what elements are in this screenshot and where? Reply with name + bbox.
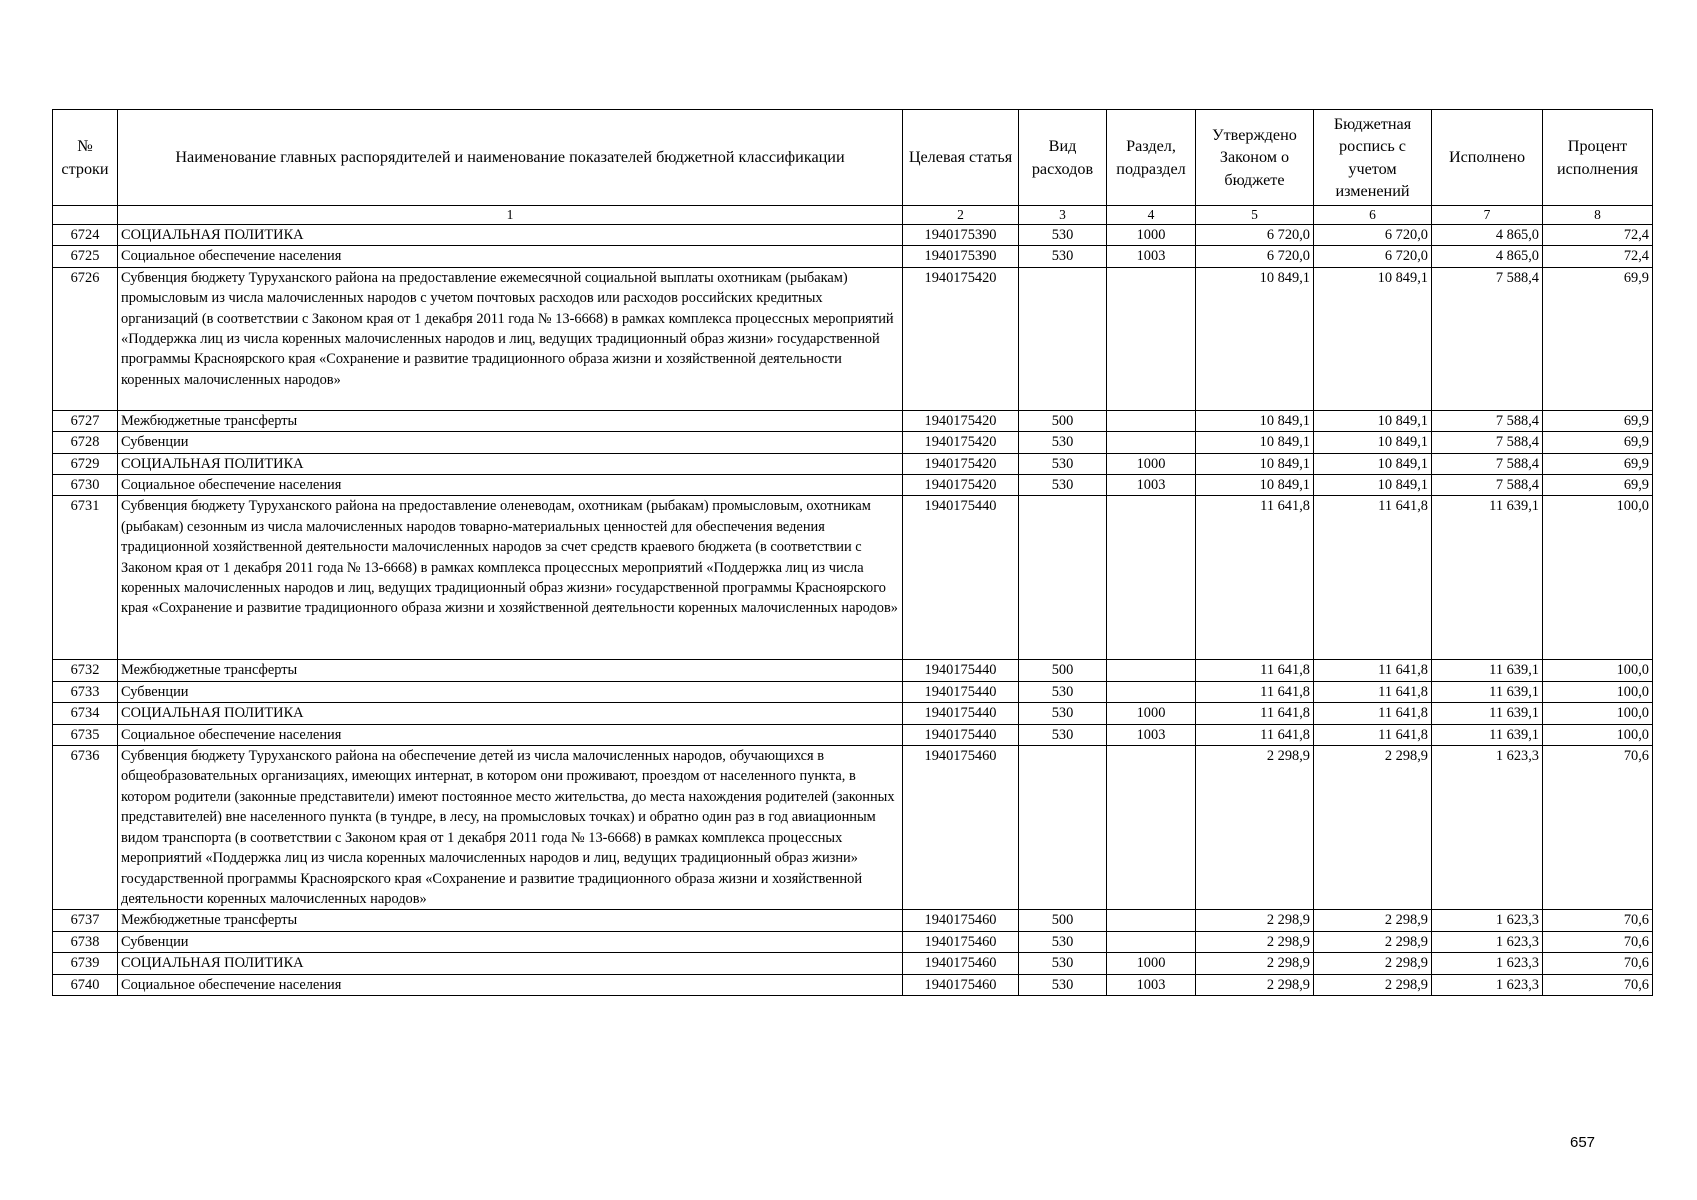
row-executed-amount: 7 588,4 [1432,410,1543,431]
row-percent: 70,6 [1543,746,1653,910]
row-number: 6733 [53,681,118,702]
row-section [1107,660,1196,681]
row-number: 6728 [53,432,118,453]
table-row [53,703,1653,724]
row-number: 6731 [53,496,118,660]
row-percent: 100,0 [1543,681,1653,702]
row-schedule-amount: 10 849,1 [1314,475,1432,496]
row-percent: 72,4 [1543,246,1653,267]
row-percent: 69,9 [1543,475,1653,496]
row-schedule-amount: 2 298,9 [1314,931,1432,952]
row-name: Субвенции [118,432,903,453]
row-schedule-amount: 6 720,0 [1314,246,1432,267]
table-row [53,974,1653,995]
row-target-article: 1940175460 [903,910,1019,931]
row-expense-kind: 530 [1019,432,1107,453]
row-expense-kind: 500 [1019,910,1107,931]
table-row [53,410,1653,431]
row-executed-amount: 7 588,4 [1432,453,1543,474]
row-schedule-amount: 10 849,1 [1314,432,1432,453]
row-target-article: 1940175440 [903,681,1019,702]
row-schedule-amount: 11 641,8 [1314,681,1432,702]
row-section [1107,496,1196,660]
row-expense-kind: 500 [1019,660,1107,681]
row-target-article: 1940175420 [903,475,1019,496]
row-executed-amount: 4 865,0 [1432,225,1543,246]
table-row [53,267,1653,410]
row-expense-kind: 530 [1019,703,1107,724]
row-approved-amount: 11 641,8 [1196,660,1314,681]
row-name: Субвенция бюджету Туруханского района на предоставление ежемесячной социальной выплаты охотникам (рыбакам) промысловым из числа малочисленных народов с учетом почтовых расходов или расходов российских кредитных организаций (в соответствии с Законом края от 1 декабря 2011 года № 13-6668) в рамках комплекса процессных мероприятий «Поддержка лиц из числа коренных малочисленных народов и лиц, ведущих традиционный образ жизни» государственной программы Красноярского края «Сохранение и развитие традиционного образа жизни и хозяйственной деятельности коренных малочисленных народов» [118,267,903,410]
row-section: 1000 [1107,453,1196,474]
row-number: 6726 [53,267,118,410]
row-percent: 69,9 [1543,453,1653,474]
row-percent: 69,9 [1543,432,1653,453]
row-number: 6725 [53,246,118,267]
row-number: 6734 [53,703,118,724]
row-executed-amount: 7 588,4 [1432,267,1543,410]
row-number: 6724 [53,225,118,246]
column-number: 6 [1314,206,1432,225]
row-schedule-amount: 10 849,1 [1314,453,1432,474]
row-executed-amount: 1 623,3 [1432,910,1543,931]
row-number: 6739 [53,953,118,974]
table-row [53,246,1653,267]
table-row [53,432,1653,453]
table-row [53,910,1653,931]
row-schedule-amount: 10 849,1 [1314,267,1432,410]
row-expense-kind: 530 [1019,475,1107,496]
row-schedule-amount: 10 849,1 [1314,410,1432,431]
row-executed-amount: 11 639,1 [1432,703,1543,724]
row-section: 1000 [1107,703,1196,724]
table-row [53,225,1653,246]
row-target-article: 1940175390 [903,225,1019,246]
row-section: 1003 [1107,246,1196,267]
row-section [1107,267,1196,410]
row-schedule-amount: 2 298,9 [1314,746,1432,910]
row-expense-kind: 530 [1019,931,1107,952]
row-schedule-amount: 2 298,9 [1314,974,1432,995]
column-number: 7 [1432,206,1543,225]
column-number: 8 [1543,206,1653,225]
row-name: Субвенции [118,681,903,702]
table-body [53,225,1653,996]
row-percent: 100,0 [1543,724,1653,745]
row-approved-amount: 2 298,9 [1196,746,1314,910]
row-number: 6727 [53,410,118,431]
row-section [1107,410,1196,431]
row-percent: 70,6 [1543,931,1653,952]
row-approved-amount: 10 849,1 [1196,410,1314,431]
row-target-article: 1940175440 [903,660,1019,681]
row-schedule-amount: 11 641,8 [1314,703,1432,724]
column-number [53,206,118,225]
row-executed-amount: 1 623,3 [1432,931,1543,952]
row-percent: 100,0 [1543,660,1653,681]
table-row [53,681,1653,702]
row-number: 6740 [53,974,118,995]
row-approved-amount: 10 849,1 [1196,475,1314,496]
row-percent: 100,0 [1543,703,1653,724]
table-row [53,746,1653,910]
row-percent: 100,0 [1543,496,1653,660]
table-row [53,931,1653,952]
row-name: Социальное обеспечение населения [118,974,903,995]
header-name: Наименование главных распорядителей и наименование показателей бюджетной классификации [118,110,903,206]
row-number: 6730 [53,475,118,496]
budget-execution-table [52,109,1653,996]
row-section [1107,931,1196,952]
row-section: 1003 [1107,475,1196,496]
row-expense-kind: 530 [1019,974,1107,995]
column-number: 5 [1196,206,1314,225]
page-number: 657 [1570,1134,1596,1151]
row-approved-amount: 2 298,9 [1196,910,1314,931]
header-kind: Вид расходов [1019,110,1107,206]
row-section: 1000 [1107,953,1196,974]
row-target-article: 1940175440 [903,703,1019,724]
row-section: 1000 [1107,225,1196,246]
row-executed-amount: 4 865,0 [1432,246,1543,267]
row-executed-amount: 1 623,3 [1432,746,1543,910]
row-target-article: 1940175460 [903,931,1019,952]
header-executed: Исполнено [1432,110,1543,206]
header-row-no: № строки [53,110,118,206]
table-row [53,496,1653,660]
row-expense-kind: 530 [1019,724,1107,745]
row-name: Субвенции [118,931,903,952]
row-section: 1003 [1107,974,1196,995]
row-approved-amount: 2 298,9 [1196,974,1314,995]
row-name: Субвенция бюджету Туруханского района на обеспечение детей из числа малочисленных народов, обучающихся в общеобразовательных организациях, имеющих интернат, в котором они проживают, проездом от населенного пункта, в котором родители (законные представители) имеют постоянное место жительства, до места нахождения родителей (законных представителей) вне населенного пункта (в тундре, в лесу, на промысловых точках) и обратно один раз в год авиационным видом транспорта (в соответствии с Законом края от 1 декабря 2011 года № 13-6668) в рамках комплекса процессных мероприятий «Поддержка лиц из числа коренных малочисленных народов и лиц, ведущих традиционный образ жизни» государственной программы Красноярского края «Сохранение и развитие традиционного образа жизни и хозяйственной деятельности коренных малочисленных народов» [118,746,903,910]
row-approved-amount: 6 720,0 [1196,225,1314,246]
row-target-article: 1940175420 [903,410,1019,431]
table-row [53,660,1653,681]
row-number: 6729 [53,453,118,474]
row-approved-amount: 10 849,1 [1196,453,1314,474]
row-target-article: 1940175390 [903,246,1019,267]
row-number: 6736 [53,746,118,910]
row-approved-amount: 2 298,9 [1196,931,1314,952]
row-name: Социальное обеспечение населения [118,475,903,496]
row-schedule-amount: 11 641,8 [1314,724,1432,745]
row-expense-kind: 530 [1019,681,1107,702]
row-section [1107,432,1196,453]
row-name: СОЦИАЛЬНАЯ ПОЛИТИКА [118,703,903,724]
row-target-article: 1940175440 [903,724,1019,745]
row-percent: 70,6 [1543,974,1653,995]
row-expense-kind: 530 [1019,246,1107,267]
row-expense-kind [1019,267,1107,410]
row-executed-amount: 11 639,1 [1432,496,1543,660]
row-section: 1003 [1107,724,1196,745]
row-executed-amount: 11 639,1 [1432,681,1543,702]
row-approved-amount: 10 849,1 [1196,432,1314,453]
row-schedule-amount: 2 298,9 [1314,953,1432,974]
row-name: Социальное обеспечение населения [118,246,903,267]
row-name: СОЦИАЛЬНАЯ ПОЛИТИКА [118,225,903,246]
row-target-article: 1940175420 [903,267,1019,410]
row-number: 6732 [53,660,118,681]
row-target-article: 1940175440 [903,496,1019,660]
header-target: Целевая статья [903,110,1019,206]
row-name: Межбюджетные трансферты [118,660,903,681]
row-expense-kind: 500 [1019,410,1107,431]
column-number-row [53,206,1653,225]
row-executed-amount: 11 639,1 [1432,724,1543,745]
row-executed-amount: 7 588,4 [1432,475,1543,496]
row-schedule-amount: 11 641,8 [1314,496,1432,660]
row-section [1107,681,1196,702]
row-number: 6737 [53,910,118,931]
row-expense-kind: 530 [1019,225,1107,246]
header-percent: Процент исполнения [1543,110,1653,206]
row-section [1107,910,1196,931]
table-row [53,724,1653,745]
row-target-article: 1940175420 [903,453,1019,474]
row-expense-kind [1019,746,1107,910]
row-executed-amount: 7 588,4 [1432,432,1543,453]
column-number: 2 [903,206,1019,225]
column-number: 4 [1107,206,1196,225]
row-target-article: 1940175460 [903,974,1019,995]
row-target-article: 1940175420 [903,432,1019,453]
row-expense-kind [1019,496,1107,660]
budget-table-container [52,109,1652,996]
row-schedule-amount: 2 298,9 [1314,910,1432,931]
row-schedule-amount: 11 641,8 [1314,660,1432,681]
row-approved-amount: 2 298,9 [1196,953,1314,974]
row-name: Межбюджетные трансферты [118,910,903,931]
row-name: СОЦИАЛЬНАЯ ПОЛИТИКА [118,453,903,474]
row-approved-amount: 11 641,8 [1196,496,1314,660]
row-executed-amount: 1 623,3 [1432,974,1543,995]
table-row [53,453,1653,474]
row-target-article: 1940175460 [903,953,1019,974]
header-section: Раздел, подраздел [1107,110,1196,206]
row-expense-kind: 530 [1019,453,1107,474]
header-schedule: Бюджетная роспись с учетом изменений [1314,110,1432,206]
row-approved-amount: 11 641,8 [1196,681,1314,702]
row-name: Субвенция бюджету Туруханского района на предоставление оленеводам, охотникам (рыбакам) промысловым, охотникам (рыбакам) сезонным из числа малочисленных народов товарно-материальных ценностей для обеспечения ведения традиционной хозяйственной деятельности малочисленных народов за счет средств краевого бюджета (в соответствии с Законом края от 1 декабря 2011 года № 13-6668) в рамках комплекса процессных мероприятий «Поддержка лиц из числа коренных малочисленных народов и лиц, ведущих традиционный образ жизни» государственной программы Красноярского края «Сохранение и развитие традиционного образа жизни и хозяйственной деятельности коренных малочисленных народов» [118,496,903,660]
header-approved: Утверждено Законом о бюджете [1196,110,1314,206]
row-number: 6738 [53,931,118,952]
row-percent: 69,9 [1543,267,1653,410]
row-section [1107,746,1196,910]
row-percent: 70,6 [1543,953,1653,974]
row-executed-amount: 11 639,1 [1432,660,1543,681]
row-approved-amount: 11 641,8 [1196,703,1314,724]
row-name: Социальное обеспечение населения [118,724,903,745]
row-number: 6735 [53,724,118,745]
row-schedule-amount: 6 720,0 [1314,225,1432,246]
row-percent: 69,9 [1543,410,1653,431]
row-name: Межбюджетные трансферты [118,410,903,431]
column-number: 1 [118,206,903,225]
row-approved-amount: 11 641,8 [1196,724,1314,745]
table-row [53,953,1653,974]
row-percent: 70,6 [1543,910,1653,931]
row-percent: 72,4 [1543,225,1653,246]
row-expense-kind: 530 [1019,953,1107,974]
row-name: СОЦИАЛЬНАЯ ПОЛИТИКА [118,953,903,974]
row-approved-amount: 6 720,0 [1196,246,1314,267]
column-number: 3 [1019,206,1107,225]
row-target-article: 1940175460 [903,746,1019,910]
row-approved-amount: 10 849,1 [1196,267,1314,410]
header-row [53,110,1653,206]
row-executed-amount: 1 623,3 [1432,953,1543,974]
table-row [53,475,1653,496]
